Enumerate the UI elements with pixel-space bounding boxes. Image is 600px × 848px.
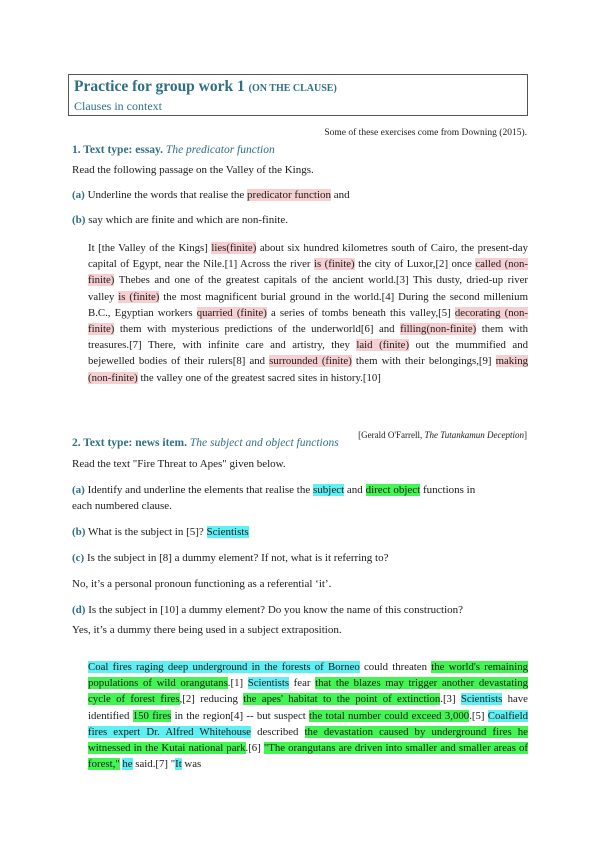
fire-passage-text: said.[7] " (132, 758, 176, 771)
task-text: What is the subject in [5]? (85, 526, 207, 538)
fire-passage-highlight: Scientists (247, 677, 290, 690)
highlight-subject: subject (313, 484, 345, 496)
valley-passage-text: Thebes and one of the greatest capitals of the ancient world.[3] This dusty, dried-up river valley (88, 274, 528, 303)
section2-instruction: Read the text "Fire Threat to Apes" given below. (72, 458, 286, 470)
section2-task-a-line2: each numbered clause. (72, 500, 172, 512)
fire-passage-highlight: Scientists (460, 693, 503, 706)
valley-passage-highlight: filling(non-finite) (400, 323, 477, 336)
fire-passage-highlight: Coal fires raging deep underground in the forests of Borneo (88, 661, 360, 673)
citation-title: The Tutankamun Deception (424, 430, 524, 440)
task-text: say which are finite and which are non-finite. (85, 214, 288, 226)
section2-task-c (72, 552, 388, 564)
valley-passage-highlight: laid (finite) (356, 339, 410, 352)
page-title (74, 77, 522, 98)
highlight-predicator: predicator function (247, 189, 332, 201)
fire-passage-text: .[5] (469, 709, 488, 722)
valley-passage-highlight: decorating (non-finite) (88, 306, 529, 336)
citation-end: ] (524, 430, 527, 440)
citation (358, 430, 527, 440)
task-label: (b) (72, 214, 86, 226)
fire-threat-passage (88, 659, 528, 772)
answer-d: Yes, it’s a dummy there being used in a subject extraposition. (72, 624, 342, 636)
valley-passage-highlight: making (non-finite) (88, 355, 528, 384)
fire-passage-text: .[6] (245, 742, 264, 755)
fire-passage-highlight: 150 fires (132, 709, 172, 722)
task-text-mid: and (344, 484, 366, 496)
valley-passage-text: out the mummified and bejewelled bodies of their rulers[8] and (88, 339, 528, 368)
fire-passage-text: have identified (88, 693, 528, 722)
section1-heading-italic: The predicator function (165, 144, 275, 156)
task-label: (a) (72, 484, 85, 496)
fire-passage-highlight: "The orangutans are driven into smaller and smaller areas of forest," (88, 742, 528, 771)
fire-passage-text: was (181, 758, 202, 771)
answer-b: Scientists (206, 526, 249, 538)
task-label: (d) (72, 604, 86, 616)
title-text: Practice for group work 1 (74, 78, 249, 95)
title-small: (ON THE CLAUSE) (248, 83, 337, 94)
highlight-direct-object: direct object (365, 484, 421, 496)
title-box (68, 74, 528, 116)
valley-passage-text: about six hundred kilometres south of Cairo, the present-day capital of Egypt, near the Nile.[1] Across the river (88, 242, 528, 271)
valley-passage-highlight: called (non-finite) (88, 258, 528, 287)
valley-passage-text: them with their belongings,[9] (351, 355, 496, 368)
task-text-end: and (331, 189, 350, 201)
fire-passage-text: could threaten (359, 661, 432, 673)
fire-passage-highlight: he (122, 758, 133, 771)
fire-passage-highlight: the devastation caused by underground fires he witnessed in the Kutai national park (88, 725, 528, 755)
section2-task-b (72, 526, 249, 538)
fire-passage-highlight: It (175, 758, 182, 771)
fire-passage-text: .[1] (227, 677, 248, 690)
valley-passage-text: them with mysterious predictions of the underworld[6] and (114, 323, 401, 336)
task-text: Is the subject in [8] a dummy element? If not, what is it referring to? (84, 552, 389, 564)
task-text: Underline the words that realise the (84, 189, 248, 201)
valley-passage-text: a series of tombs beneath this valley,[5] (266, 306, 455, 319)
task-text: Identify and underline the elements that realise the (84, 484, 313, 496)
section1-heading (72, 144, 275, 156)
valley-passage-highlight: lies(finite) (211, 242, 257, 254)
task-label: (b) (72, 526, 86, 538)
page-subtitle: Clauses in context (74, 99, 162, 113)
section1-heading-text: 1. Text type: essay. (72, 144, 164, 156)
valley-passage-highlight: is (finite) (118, 290, 160, 303)
section1-task-b (72, 214, 288, 226)
valley-passage-text: It [the Valley of the Kings] (88, 242, 212, 254)
section1-instruction: Read the following passage on the Valley of the Kings. (72, 164, 314, 176)
valley-passage (88, 240, 528, 386)
answer-c: No, it’s a personal pronoun functioning as a referential ‘it’. (72, 578, 332, 590)
task-text: Is the subject in [10] a dummy element? Do you know the name of this construction? (85, 604, 464, 616)
fire-passage-highlight: the total number could exceed 3,000 (309, 709, 470, 722)
fire-passage-text: in the region[4] -- but suspect (171, 709, 310, 722)
valley-passage-text: the city of Luxor,[2] once (354, 258, 476, 271)
fire-passage-text: .[3] (440, 693, 461, 706)
fire-passage-text: described (250, 725, 305, 738)
section2-task-a (72, 484, 475, 496)
fire-passage-highlight: the world's remaining populations of wild orangutans (88, 661, 528, 690)
fire-passage-highlight: that the blazes may trigger another devastating cycle of forest fires (88, 677, 528, 706)
section1-task-a (72, 189, 350, 201)
section2-task-d (72, 604, 463, 616)
section2-heading-italic: The subject and object functions (189, 437, 339, 449)
fire-passage-text: ,[2] reducing (179, 693, 244, 706)
task-label: (a) (72, 189, 85, 201)
source-note: Some of these exercises come from Downing (2015). (324, 128, 527, 138)
task-label: (c) (72, 552, 85, 564)
valley-passage-text: the most magnificent burial ground in the world.[4] During the second millenium B.C., Egyptian workers (88, 290, 528, 319)
valley-passage-highlight: quarried (finite) (196, 306, 267, 319)
fire-passage-text: fear (289, 677, 316, 690)
valley-passage-highlight: surrounded (finite) (269, 355, 352, 368)
section2-heading-text: 2. Text type: news item. (72, 437, 187, 449)
fire-passage-highlight: the apes' habitat to the point of extinction (243, 693, 441, 706)
citation-author: [Gerald O'Farrell, (358, 430, 425, 440)
valley-passage-highlight: is (finite) (313, 258, 355, 271)
section2-heading (72, 437, 339, 449)
valley-passage-text: them with treasures.[7] There, with infinite care and artistry, they (88, 323, 528, 352)
valley-passage-text: the valley one of the greatest sacred sites in history.[10] (137, 371, 381, 384)
task-text-end: functions in (420, 484, 476, 496)
fire-passage-highlight: Coalfield fires expert Dr. Alfred Whitehouse (88, 709, 528, 738)
